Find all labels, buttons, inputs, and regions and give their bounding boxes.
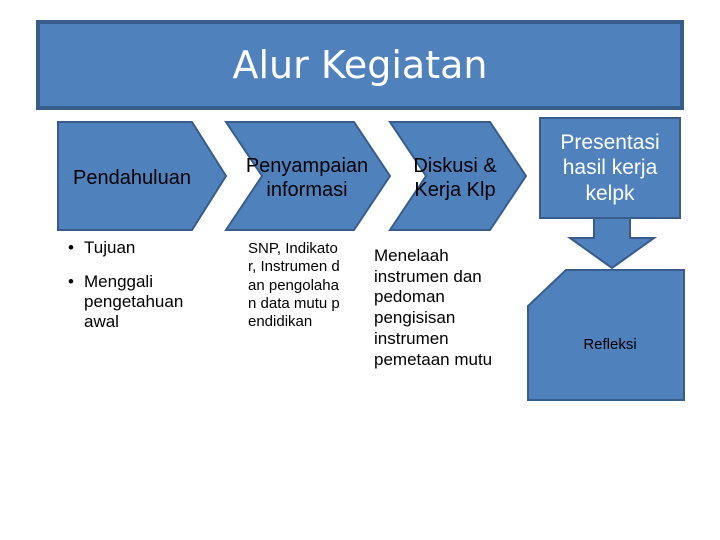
list-item: • Menggali pengetahuan awal: [64, 272, 214, 332]
penyampaian-detail: SNP, Indikator, Instrumen dan pengolahan data mutu pendidikan: [248, 240, 340, 331]
diskusi-detail: Menelaah instrumen dan pedoman pengisisan instrumen pemetaan mutu: [374, 246, 493, 369]
step-diskusi-label: Diskusi & Kerja Klp: [413, 155, 497, 201]
step-penyampaian-label: Penyampaian informasi: [245, 155, 369, 201]
refleksi-label: Refleksi: [583, 336, 637, 353]
step-pendahuluan-label: Pendahuluan: [73, 167, 191, 189]
step-presentasi-label: Presentasi hasil kerja kelpk: [560, 131, 660, 205]
down-arrow-icon: [570, 218, 654, 268]
page-title: Alur Kegiatan: [232, 43, 488, 87]
list-item: • Tujuan: [64, 238, 214, 258]
pendahuluan-list: [64, 238, 214, 346]
